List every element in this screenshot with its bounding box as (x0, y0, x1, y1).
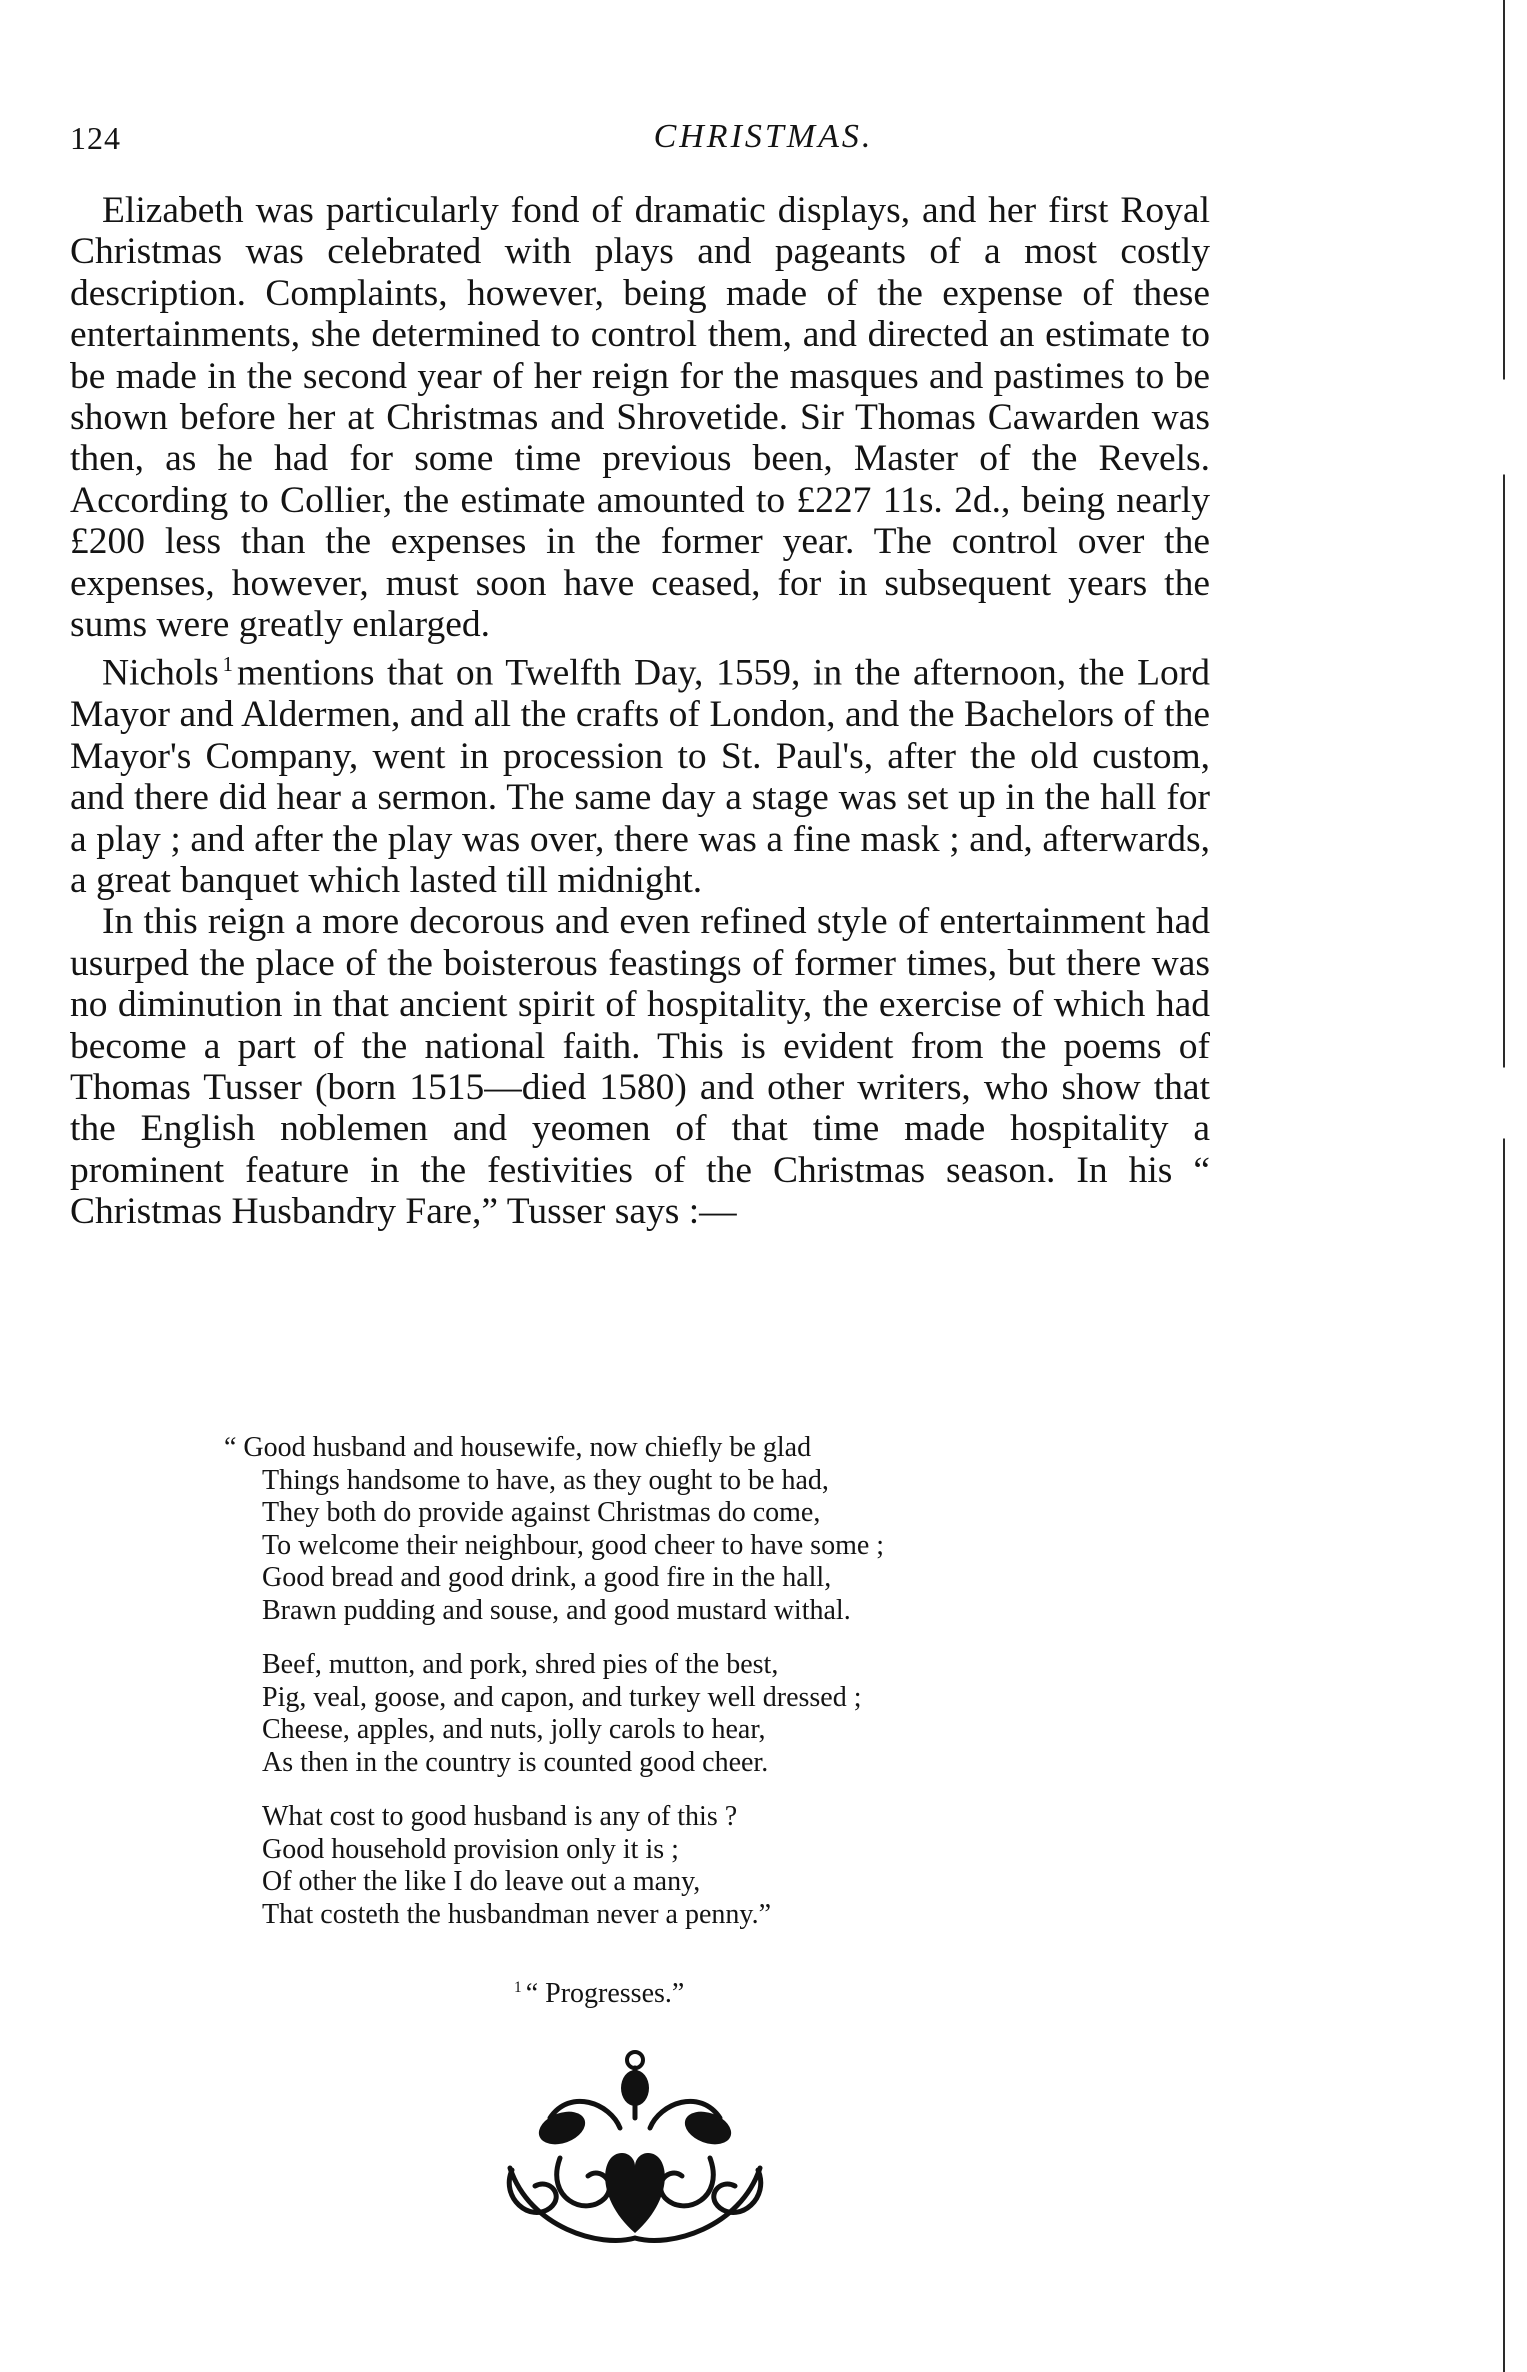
paragraph-elizabeth (70, 190, 1210, 645)
paragraph-nichols (70, 645, 1210, 901)
page-number: 124 (70, 120, 121, 156)
body-text (70, 190, 1210, 1233)
ornament-right-jewel (680, 2106, 735, 2151)
page-edge-rule (1503, 0, 1505, 2372)
poem-line: Good bread and good drink, a good fire in the hall, (262, 1562, 832, 1593)
paragraph-hospitality (70, 901, 1210, 1232)
ornament-left-inner-scroll (557, 2158, 610, 2206)
paragraph-lead: Nichols (102, 652, 219, 694)
footnote-reference: 1 (222, 654, 233, 677)
heart-scroll-ornament-icon (490, 2048, 780, 2258)
poem-line: Of other the like I do leave out a many, (262, 1866, 701, 1897)
poem-line: “ Good husband and housewife, now chiefly be glad (224, 1432, 812, 1463)
poem-line: That costeth the husbandman never a penny.” (262, 1898, 772, 1930)
poem-line: They both do provide against Christmas do come, (262, 1497, 821, 1528)
footnote-text: “ Progresses.” (525, 1978, 685, 2009)
poem-line: Things handsome to have, as they ought to be had, (262, 1464, 829, 1496)
poem-line: What cost to good husband is any of this ? (262, 1801, 738, 1832)
poem-line: Pig, veal, goose, and capon, and turkey well dressed ; (262, 1681, 862, 1713)
poem-stanza-3 (262, 1801, 1142, 1931)
poem-line: Beef, mutton, and pork, shred pies of the best, (262, 1649, 779, 1680)
footnote-mark: 1 (514, 1979, 522, 1996)
poem-line: Brawn pudding and souse, and good mustard withal. (262, 1594, 851, 1626)
poem-line: To welcome their neighbour, good cheer to have some ; (262, 1529, 885, 1561)
poem-line: As then in the country is counted good cheer. (262, 1746, 769, 1778)
poem-stanza-2 (262, 1649, 1142, 1779)
paragraph-text: mentions that on Twelfth Day, 1559, in the afternoon, the Lord Mayor and Aldermen, and all the crafts of London, and the Bachelors of the Mayor's Company, went in procession to St. Paul's, after the old custom, and there did hear a sermon. The same day a stage was set up in the hall for a play ; and after the play was over, there was a fine mask ; and, afterwards, a great banquet which lasted till midnight. (70, 652, 1210, 901)
footnote (510, 1978, 684, 2010)
ornament-right-inner-scroll (660, 2158, 713, 2206)
poem-stanza-1 (224, 1432, 1142, 1627)
ornament-heart (605, 2153, 665, 2233)
ornament-left-jewel (534, 2106, 589, 2151)
poem-line: Good household provision only it is ; (262, 1833, 679, 1865)
running-title: CHRISTMAS. (653, 118, 874, 155)
paragraph-text: Elizabeth was particularly fond of dramatic displays, and her first Royal Christmas was celebrated with plays and pageants of a most costly description. Complaints, however, being made of the expense of these entertainments, she determined to control them, and directed an estimate to be made in the second year of her reign for the masques and pastimes to be shown before her at Christmas and Shrovetide. Sir Thomas Cawarden was then, as he had for some time previous been, Master of the Revels. According to Collier, the estimate amounted to £227 11s. 2d., being nearly £200 less than the expenses in the former year. The control over the expenses, however, must soon have ceased, for in subsequent years the sums were greatly enlarged. (70, 190, 1210, 646)
ornament-top-jewel (621, 2070, 649, 2106)
paragraph-text: In this reign a more decorous and even refined style of entertainment had usurped the place of the boisterous feastings of former times, but there was no diminution in that ancient spirit of hospitality, the exercise of which had become a part of the national faith. This is evident from the poems of Thomas Tusser (born 1515—died 1580) and other writers, who show that the English noblemen and yeomen of that time made hospitality a prominent feature in the festivities of the Christmas season. In his “ Christmas Husbandry Fare,” Tusser says :— (70, 901, 1210, 1233)
poem-line: Cheese, apples, and nuts, jolly carols to hear, (262, 1714, 766, 1745)
poem-christmas-husbandry-fare (224, 1432, 1142, 1953)
